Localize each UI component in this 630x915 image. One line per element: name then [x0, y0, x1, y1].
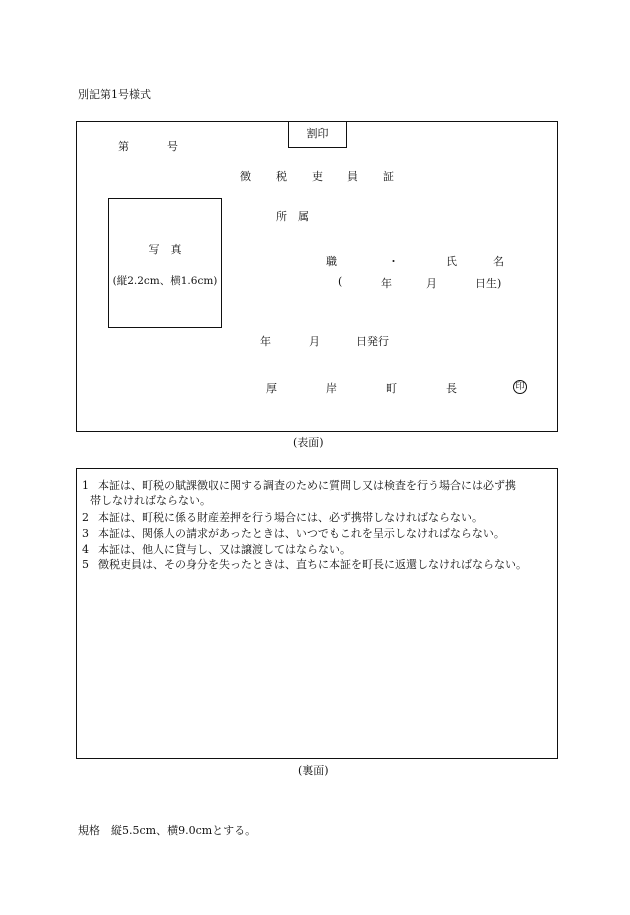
name-char: 名: [493, 255, 504, 268]
list-item: [82, 509, 483, 525]
title-char: 証: [383, 170, 394, 183]
position-label: 職: [326, 255, 337, 268]
item-number: 1: [82, 479, 89, 492]
item-text: 徴税吏員は、その身分を失ったときは、直ちに本証を町長に返還しなければならない。: [98, 558, 527, 571]
title-char: 吏: [312, 170, 323, 183]
item-number: 4: [82, 543, 89, 556]
name-char: 氏: [446, 255, 457, 268]
front-caption: (表面): [293, 436, 324, 449]
item-number: 3: [82, 527, 89, 540]
photo-box: [108, 198, 222, 328]
title-char: 税: [276, 170, 287, 183]
affiliation-label: 所 属: [276, 210, 309, 223]
split-seal-box: 割印: [288, 121, 347, 148]
separator-dot: ・: [388, 255, 399, 268]
issue-day: 日発行: [356, 335, 389, 348]
back-caption: (裏面): [298, 764, 329, 777]
list-item: [82, 556, 527, 572]
title-char: 員: [347, 170, 358, 183]
item-text-continuation: 帯しなければならない。: [90, 494, 211, 507]
list-item: [82, 525, 505, 541]
photo-label: 写 真: [148, 243, 182, 256]
item-number: 2: [82, 511, 89, 524]
seal-icon: 印: [513, 380, 527, 394]
number-suffix: 号: [167, 140, 178, 153]
issuer-char: 厚: [266, 382, 277, 395]
size-spec: 規格 縦5.5cm、横9.0cmとする。: [78, 824, 257, 837]
photo-size-note: (縦2.2cm、横1.6cm): [112, 275, 218, 287]
list-item: [82, 477, 516, 493]
item-text: 本証は、他人に貸与し、又は譲渡してはならない。: [98, 543, 351, 556]
birth-month: 月: [426, 277, 437, 290]
birth-day: 日生): [475, 277, 502, 290]
issuer-char: 岸: [326, 382, 337, 395]
title-char: 徴: [240, 170, 251, 183]
item-text: 本証は、関係人の請求があったときは、いつでもこれを呈示しなければならない。: [98, 527, 505, 540]
list-item: [82, 541, 351, 557]
birth-year: 年: [381, 277, 392, 290]
item-text: 本証は、町税に係る財産差押を行う場合には、必ず携帯しなければならない。: [98, 511, 483, 524]
item-number: 5: [82, 558, 89, 571]
number-prefix: 第: [118, 140, 129, 153]
issuer-char: 長: [446, 382, 457, 395]
issue-month: 月: [309, 335, 320, 348]
birth-open: (: [338, 275, 343, 288]
form-label: 別記第1号様式: [78, 88, 151, 101]
issuer-char: 町: [386, 382, 397, 395]
item-text: 本証は、町税の賦課徴収に関する調査のために質問し又は検査を行う場合には必ず携: [98, 479, 516, 492]
issue-year: 年: [260, 335, 271, 348]
